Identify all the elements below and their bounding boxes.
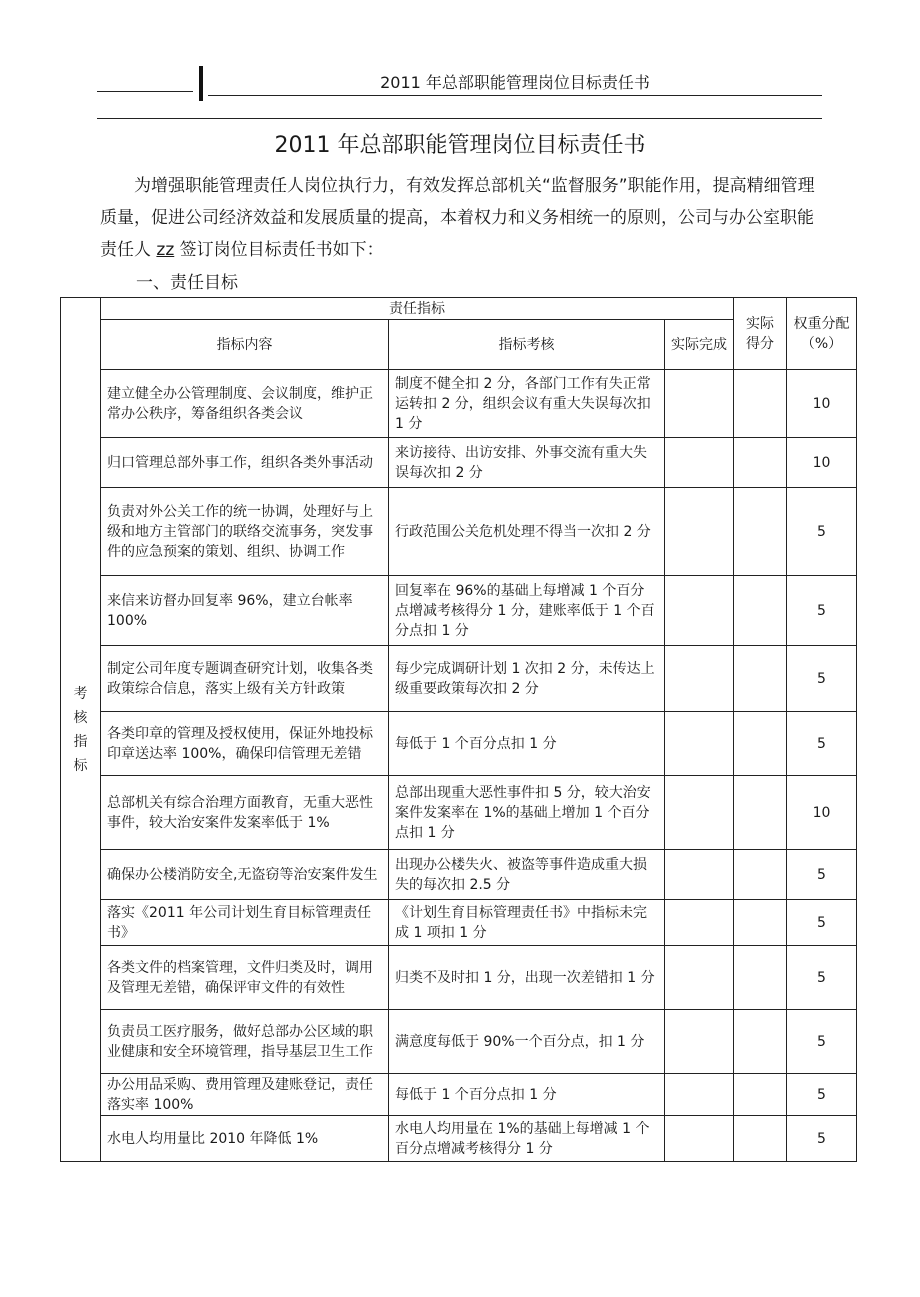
section-heading: 一、责任目标 <box>136 273 238 293</box>
actual-done-cell <box>665 488 734 576</box>
actual-score-cell <box>734 946 787 1010</box>
header-weight: 权重分配（%） <box>787 298 857 370</box>
indicator-content: 制定公司年度专题调查研究计划，收集各类政策综合信息，落实上级有关方针政策 <box>101 646 389 712</box>
actual-done-cell <box>665 946 734 1010</box>
table-row <box>61 576 857 646</box>
table-row <box>61 1010 857 1074</box>
table-row <box>61 646 857 712</box>
header-actual-score: 实际得分 <box>734 298 787 370</box>
indicator-assessment: 归类不及时扣 1 分，出现一次差错扣 1 分 <box>389 946 665 1010</box>
indicator-content: 来信来访督办回复率 96%，建立台帐率 100% <box>101 576 389 646</box>
table-row <box>61 1116 857 1162</box>
indicator-assessment: 行政范围公关危机处理不得当一次扣 2 分 <box>389 488 665 576</box>
weight-cell: 5 <box>787 1116 857 1162</box>
intro-paragraph <box>100 170 828 266</box>
weight-cell: 5 <box>787 712 857 776</box>
weight-cell: 5 <box>787 646 857 712</box>
actual-score-cell <box>734 576 787 646</box>
indicator-assessment: 满意度每低于 90%一个百分点，扣 1 分 <box>389 1010 665 1074</box>
indicator-content: 水电人均用量比 2010 年降低 1% <box>101 1116 389 1162</box>
indicator-content: 落实《2011 年公司计划生育目标管理责任书》 <box>101 900 389 946</box>
indicator-assessment: 每少完成调研计划 1 次扣 2 分，未传达上级重要政策每次扣 2 分 <box>389 646 665 712</box>
indicator-assessment: 《计划生育目标管理责任书》中指标未完成 1 项扣 1 分 <box>389 900 665 946</box>
actual-done-cell <box>665 900 734 946</box>
table-row <box>61 1074 857 1116</box>
indicator-assessment: 水电人均用量在 1%的基础上每增减 1 个百分点增减考核得分 1 分 <box>389 1116 665 1162</box>
intro-text-after: 签订岗位目标责任书如下： <box>179 240 384 260</box>
weight-cell: 10 <box>787 776 857 850</box>
actual-score-cell <box>734 488 787 576</box>
responsible-person: zz <box>156 240 175 260</box>
indicator-content: 总部机关有综合治理方面教育，无重大恶性事件，较大治安案件发案率低于 1% <box>101 776 389 850</box>
indicator-content: 各类印章的管理及授权使用，保证外地投标印章送达率 100%，确保印信管理无差错 <box>101 712 389 776</box>
group-header: 责任指标 <box>101 298 734 320</box>
actual-score-cell <box>734 900 787 946</box>
indicator-assessment: 制度不健全扣 2 分，各部门工作有失正常运转扣 2 分，组织会议有重大失误每次扣 1 分 <box>389 370 665 438</box>
actual-done-cell <box>665 370 734 438</box>
actual-score-cell <box>734 370 787 438</box>
indicator-assessment: 回复率在 96%的基础上每增减 1 个百分点增减考核得分 1 分，建账率低于 1 个百分点扣 1 分 <box>389 576 665 646</box>
weight-cell: 5 <box>787 850 857 900</box>
indicator-content: 确保办公楼消防安全,无盗窃等治安案件发生 <box>101 850 389 900</box>
table-row <box>61 946 857 1010</box>
weight-cell: 5 <box>787 946 857 1010</box>
document-title: 2011 年总部职能管理岗位目标责任书 <box>274 133 646 158</box>
actual-done-cell <box>665 576 734 646</box>
indicator-assessment: 出现办公楼失火、被盗等事件造成重大损失的每次扣 2.5 分 <box>389 850 665 900</box>
actual-done-cell <box>665 646 734 712</box>
weight-cell: 5 <box>787 576 857 646</box>
actual-done-cell <box>665 1116 734 1162</box>
header-line-left <box>97 91 193 92</box>
indicator-content: 各类文件的档案管理，文件归类及时，调用及管理无差错，确保评审文件的有效性 <box>101 946 389 1010</box>
indicator-content: 建立健全办公管理制度、会议制度，维护正常办公秩序，筹备组织各类会议 <box>101 370 389 438</box>
table-row <box>61 900 857 946</box>
actual-done-cell <box>665 850 734 900</box>
table-row <box>61 776 857 850</box>
header-line-right <box>208 95 822 96</box>
indicator-assessment: 总部出现重大恶性事件扣 5 分，较大治安案件发案率在 1%的基础上增加 1 个百分点扣 1 分 <box>389 776 665 850</box>
running-header-title: 2011 年总部职能管理岗位目标责任书 <box>380 73 650 92</box>
actual-score-cell <box>734 712 787 776</box>
actual-done-cell <box>665 438 734 488</box>
weight-cell: 10 <box>787 438 857 488</box>
responsibility-table <box>60 297 857 1162</box>
intro-text-before: 为增强职能管理责任人岗位执行力，有效发挥总部机关“监督服务”职能作用，提高精细管理质量，促进公司经济效益和发展质量的提高，本着权力和义务相统一的原则，公司与办公室职能责任人 <box>100 176 815 260</box>
actual-score-cell <box>734 1116 787 1162</box>
indicator-assessment: 每低于 1 个百分点扣 1 分 <box>389 712 665 776</box>
weight-cell: 5 <box>787 900 857 946</box>
weight-cell: 10 <box>787 370 857 438</box>
table-row <box>61 850 857 900</box>
actual-done-cell <box>665 712 734 776</box>
indicator-content: 归口管理总部外事工作，组织各类外事活动 <box>101 438 389 488</box>
table-row <box>61 712 857 776</box>
table-row <box>61 488 857 576</box>
weight-cell: 5 <box>787 1010 857 1074</box>
weight-cell: 5 <box>787 488 857 576</box>
header-bar <box>199 66 203 101</box>
actual-done-cell <box>665 776 734 850</box>
header-content: 指标内容 <box>101 320 389 370</box>
actual-done-cell <box>665 1010 734 1074</box>
header-assessment: 指标考核 <box>389 320 665 370</box>
actual-score-cell <box>734 438 787 488</box>
header-rule <box>97 118 822 119</box>
actual-score-cell <box>734 850 787 900</box>
indicator-content: 负责对外公关工作的统一协调，处理好与上级和地方主管部门的联络交流事务，突发事件的应急预案的策划、组织、协调工作 <box>101 488 389 576</box>
indicator-assessment: 每低于 1 个百分点扣 1 分 <box>389 1074 665 1116</box>
actual-score-cell <box>734 1010 787 1074</box>
table-row <box>61 438 857 488</box>
table-row <box>61 370 857 438</box>
actual-score-cell <box>734 1074 787 1116</box>
actual-score-cell <box>734 776 787 850</box>
weight-cell: 5 <box>787 1074 857 1116</box>
indicator-content: 负责员工医疗服务，做好总部办公区域的职业健康和安全环境管理，指导基层卫生工作 <box>101 1010 389 1074</box>
indicator-content: 办公用品采购、费用管理及建账登记，责任落实率 100% <box>101 1074 389 1116</box>
row-label: 考 核 指 标 <box>61 298 101 1162</box>
actual-score-cell <box>734 646 787 712</box>
header-actual-done: 实际完成 <box>665 320 734 370</box>
actual-done-cell <box>665 1074 734 1116</box>
indicator-assessment: 来访接待、出访安排、外事交流有重大失误每次扣 2 分 <box>389 438 665 488</box>
